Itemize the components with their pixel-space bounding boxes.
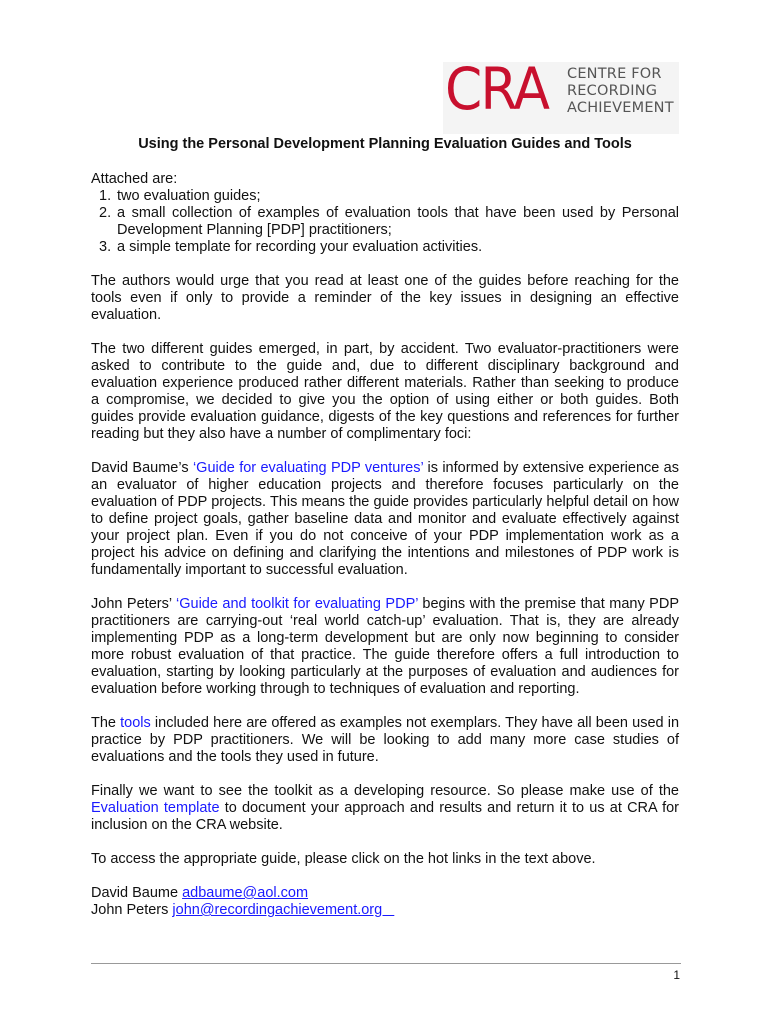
baume-email-link[interactable]: adbaume@aol.com xyxy=(182,885,309,901)
paragraph-baume: David Baume’s ‘Guide for evaluating PDP ventures’ is informed by extensive experience as an evaluator of higher education projects and therefore focuses particularly on the evaluation of PDP projects. This means the guide provides particularly helpful detail on how to define project goals, gather baseline data and monitor and evaluate effectively against your project plan. Even if you do not conceive of your PDP implementation work as a project his advice on defining and clarifying the intentions and milestones of PDP work is fundamentally important to successful evaluation. xyxy=(91,460,679,578)
attached-heading: Attached are: xyxy=(91,171,178,187)
paragraph-tools: The tools included here are offered as examples not exemplars. They have all been used in practice by PDP practitioners. We will be looking to add many more case studies of evaluations and the tools they used in future. xyxy=(91,715,680,765)
logo-wordmark xyxy=(567,66,674,117)
cra-logo xyxy=(443,55,679,134)
peters-guide-link[interactable]: ‘Guide and toolkit for evaluating PDP’ xyxy=(176,596,418,612)
attached-list xyxy=(91,188,679,256)
contact-peters: John Peters john@recordingachievement.org xyxy=(91,902,395,918)
page-number: 1 xyxy=(673,968,680,982)
list-item: 3. a simple template for recording your evaluation activities. xyxy=(99,239,483,255)
logo-line: RECORDING xyxy=(567,83,658,99)
logo-line: ACHIEVEMENT xyxy=(567,100,674,116)
paragraph-urge: The authors would urge that you read at least one of the guides before reaching for the tools even if only to provide a reminder of the key issues in designing an effective evaluation. xyxy=(91,273,679,323)
tools-link[interactable]: tools xyxy=(120,715,151,731)
baume-guide-link[interactable]: ‘Guide for evaluating PDP ventures’ xyxy=(192,460,424,476)
peters-email-link[interactable]: john@recordingachievement.org xyxy=(172,902,395,918)
evaluation-template-link[interactable]: Evaluation template xyxy=(91,800,220,816)
paragraph-guides: The two different guides emerged, in part, by accident. Two evaluator-practitioners were asked to contribute to the guide and, due to different disciplinary background and evaluation experience produced rather different materials. Rather than seeking to produce a compromise, we decided to give you the option of using either or both guides. Both guides provide evaluation guidance, digests of the key questions and references for further reading but they also have a number of complimentary foci: xyxy=(91,341,679,442)
list-item: 2. a small collection of examples of evaluation tools that have been used by Personal Development Planning [PDP] practitioners; xyxy=(99,205,679,238)
contact-baume: David Baume adbaume@aol.com xyxy=(91,885,309,901)
paragraph-peters: John Peters’ ‘Guide and toolkit for evaluating PDP’ begins with the premise that many PDP practitioners are carrying-out ‘real world catch-up’ evaluation. That is, they are already implementing PDP as a long-term development but are only now beginning to consider more robust evaluation of that practice. The guide therefore offers a full introduction to evaluation, starting by looking particularly at the purposes of evaluation and audiences for evaluation before working through to techniques of evaluation and reporting. xyxy=(91,596,679,697)
list-item: 1. two evaluation guides; xyxy=(99,188,261,204)
logo-line: CENTRE FOR xyxy=(567,66,662,82)
footer-divider xyxy=(91,963,681,964)
paragraph-finally: Finally we want to see the toolkit as a developing resource. So please make use of the Evaluation template to document your approach and results and return it to us at CRA for inclusion on the CRA website. xyxy=(91,783,679,833)
logo-mark: CRA xyxy=(445,55,549,123)
page-title: Using the Personal Development Planning Evaluation Guides and Tools xyxy=(138,136,632,152)
document-body xyxy=(91,134,679,919)
paragraph-access: To access the appropriate guide, please click on the hot links in the text above. xyxy=(91,851,596,867)
